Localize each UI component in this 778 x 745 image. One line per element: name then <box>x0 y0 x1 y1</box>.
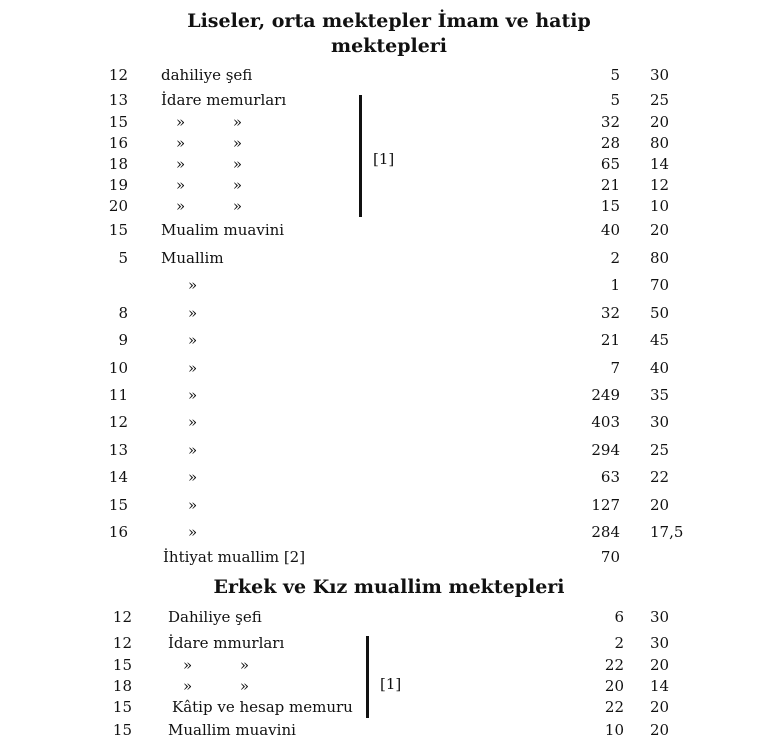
table-row <box>0 329 778 351</box>
row-amount: 14 <box>650 677 670 695</box>
row-amount: 12 <box>650 176 670 194</box>
row-amount: 20 <box>650 496 670 514</box>
row-label: » » <box>176 134 243 152</box>
row-label: » » <box>176 113 243 131</box>
table-row <box>0 494 778 516</box>
table-row <box>0 247 778 269</box>
row-label: » <box>188 359 198 377</box>
section2-bracket-line <box>366 636 369 718</box>
section1-title-line2: mektepleri <box>330 35 448 57</box>
row-grade: 5 <box>118 249 128 267</box>
row-label: Muallim muavini <box>168 721 296 739</box>
row-count: 7 <box>610 359 620 377</box>
row-amount: 35 <box>650 386 670 404</box>
row-count: 21 <box>600 176 620 194</box>
row-label: » » <box>183 656 250 674</box>
row-label: » <box>188 468 198 486</box>
row-count: 1 <box>610 276 620 294</box>
row-grade: 20 <box>108 197 128 215</box>
row-amount: 30 <box>650 66 670 84</box>
row-grade: 8 <box>118 304 128 322</box>
row-amount: 17,5 <box>650 523 684 541</box>
row-amount: 20 <box>650 221 670 239</box>
row-grade: 9 <box>118 331 128 349</box>
row-count: 5 <box>610 91 620 109</box>
row-count: 403 <box>591 413 620 431</box>
row-grade: 13 <box>108 91 128 109</box>
row-grade: 12 <box>112 608 132 626</box>
table-row <box>0 384 778 406</box>
row-label: Kâtip ve hesap memuru <box>172 698 353 716</box>
section1-bracket-line <box>359 95 362 217</box>
row-label: » » <box>183 677 250 695</box>
table-row <box>0 439 778 461</box>
row-amount: 20 <box>650 113 670 131</box>
row-grade: 10 <box>108 359 128 377</box>
row-grade: 11 <box>108 386 128 404</box>
row-count: 32 <box>600 113 620 131</box>
row-count: 15 <box>600 197 620 215</box>
row-amount: 30 <box>650 608 670 626</box>
table-row <box>0 302 778 324</box>
table-row <box>0 219 778 241</box>
table-row <box>0 521 778 543</box>
row-label: » <box>188 496 198 514</box>
row-amount: 20 <box>650 721 670 739</box>
table-row <box>0 111 778 133</box>
table-row <box>0 606 778 628</box>
row-count: 284 <box>591 523 620 541</box>
table-row <box>0 696 778 718</box>
row-count: 6 <box>614 608 624 626</box>
row-amount: 50 <box>650 304 670 322</box>
row-grade: 15 <box>112 721 132 739</box>
section1-bracket-note: [1] <box>373 150 395 168</box>
row-amount: 30 <box>650 413 670 431</box>
row-amount: 40 <box>650 359 670 377</box>
row-label: dahiliye şefi <box>161 66 253 84</box>
row-count: 28 <box>600 134 620 152</box>
row-count: 65 <box>600 155 620 173</box>
row-count: 22 <box>604 656 624 674</box>
row-label: Mualim muavini <box>161 221 285 239</box>
table-row <box>0 89 778 111</box>
row-amount: 10 <box>650 197 670 215</box>
row-amount: 70 <box>650 276 670 294</box>
row-label: » <box>188 441 198 459</box>
section2-bracket-note: [1] <box>380 675 402 693</box>
table-row <box>0 546 778 568</box>
table-row <box>0 719 778 741</box>
row-count: 63 <box>600 468 620 486</box>
table-row <box>0 357 778 379</box>
row-count: 22 <box>604 698 624 716</box>
table-row <box>0 466 778 488</box>
row-amount: 30 <box>650 634 670 652</box>
row-amount: 80 <box>650 249 670 267</box>
row-count: 127 <box>591 496 620 514</box>
row-grade: 16 <box>108 523 128 541</box>
section1-title-line1: Liseler, orta mektepler İmam ve hatip <box>187 10 591 32</box>
row-label: » » <box>176 155 243 173</box>
row-amount: 80 <box>650 134 670 152</box>
row-count: 294 <box>591 441 620 459</box>
row-label: » <box>188 413 198 431</box>
row-grade: 12 <box>108 66 128 84</box>
row-count: 20 <box>604 677 624 695</box>
row-grade: 15 <box>108 496 128 514</box>
row-count: 10 <box>604 721 624 739</box>
row-count: 21 <box>600 331 620 349</box>
row-amount: 20 <box>650 656 670 674</box>
row-label: » <box>188 386 198 404</box>
row-label: İhtiyat muallim [2] <box>163 548 306 566</box>
row-grade: 15 <box>112 656 132 674</box>
table-row <box>0 174 778 196</box>
section2-title: Erkek ve Kız muallim mektepleri <box>213 576 565 598</box>
row-amount: 45 <box>650 331 670 349</box>
row-grade: 18 <box>112 677 132 695</box>
row-grade: 12 <box>112 634 132 652</box>
table-row <box>0 274 778 296</box>
row-count: 2 <box>614 634 624 652</box>
row-amount: 20 <box>650 698 670 716</box>
row-count: 32 <box>600 304 620 322</box>
row-amount: 25 <box>650 441 670 459</box>
row-grade: 18 <box>108 155 128 173</box>
row-count: 2 <box>610 249 620 267</box>
row-grade: 12 <box>108 413 128 431</box>
row-grade: 16 <box>108 134 128 152</box>
row-label: Dahiliye şefi <box>168 608 262 626</box>
row-label: » <box>188 523 198 541</box>
row-amount: 14 <box>650 155 670 173</box>
row-label: » » <box>176 197 243 215</box>
row-amount: 25 <box>650 91 670 109</box>
row-label: » <box>188 331 198 349</box>
row-label: » » <box>176 176 243 194</box>
row-grade: 13 <box>108 441 128 459</box>
row-count: 249 <box>591 386 620 404</box>
row-count: 40 <box>600 221 620 239</box>
row-count: 70 <box>600 548 620 566</box>
row-grade: 14 <box>108 468 128 486</box>
table-row <box>0 195 778 217</box>
row-grade: 15 <box>112 698 132 716</box>
row-label: Muallim <box>161 249 224 267</box>
row-count: 5 <box>610 66 620 84</box>
row-label: » <box>188 304 198 322</box>
row-grade: 15 <box>108 221 128 239</box>
table-row <box>0 64 778 86</box>
table-row <box>0 411 778 433</box>
table-row <box>0 632 778 654</box>
row-label: » <box>188 276 198 294</box>
row-grade: 15 <box>108 113 128 131</box>
row-amount: 22 <box>650 468 670 486</box>
row-label: İdare memurları <box>161 91 287 109</box>
row-label: İdare mmurları <box>168 634 285 652</box>
row-grade: 19 <box>108 176 128 194</box>
